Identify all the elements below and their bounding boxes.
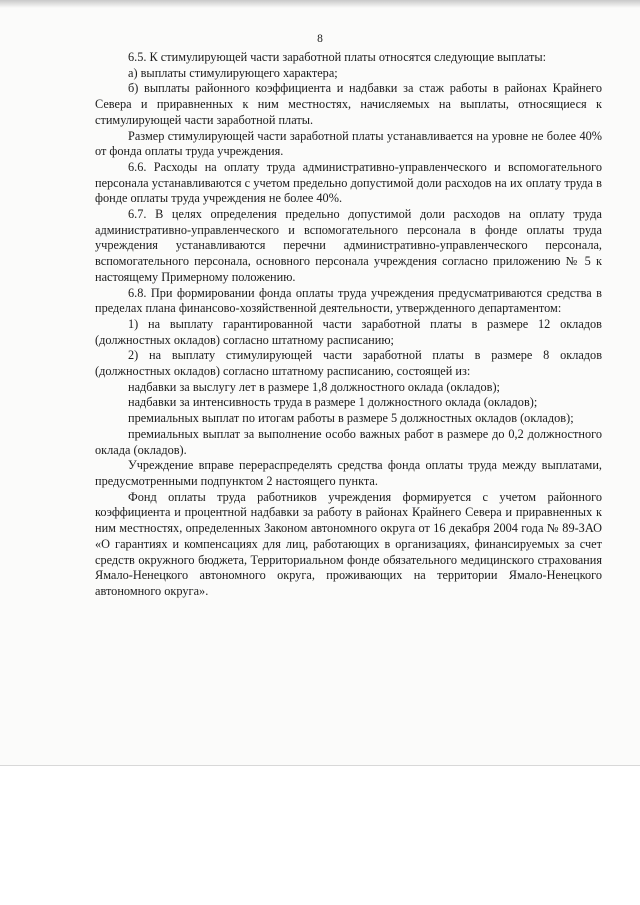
paragraph-6-8: 6.8. При формировании фонда оплаты труда учреждения предусматриваются средства в пределах плана финансово-хозяйственной деятельности, утвержденного департаментом: bbox=[95, 285, 602, 316]
scan-top-edge bbox=[0, 0, 640, 8]
document-body bbox=[95, 50, 602, 600]
sub-item-seniority-bonus: надбавки за выслугу лет в размере 1,8 должностного оклада (окладов); bbox=[128, 379, 500, 394]
sub-item-special-work-bonus: премиальных выплат за выполнение особо важных работ в размере до 0,2 должностного оклада (окладов). bbox=[95, 426, 602, 457]
paragraph-incentive-size: Размер стимулирующей части заработной платы устанавливается на уровне не более 40% от фонда оплаты труда учреждения. bbox=[95, 128, 602, 159]
list-item-2: 2) на выплату стимулирующей части заработной платы в размере 8 окладов (должностных окладов) согласно штатному расписанию, состоящей из: bbox=[95, 348, 602, 379]
paragraph-redistribution: Учреждение вправе перераспределять средства фонда оплаты труда между выплатами, предусмотренными подпунктом 2 настоящего пункта. bbox=[95, 458, 602, 488]
paragraph-6-6: 6.6. Расходы на оплату труда административно-управленческого и вспомогательного персонала устанавливаются с учетом предельно допустимой доли расходов на их оплату труда в фонде оплаты труда учреждения не более 40%. bbox=[95, 159, 602, 206]
paragraph-6-5: 6.5. К стимулирующей части заработной платы относятся следующие выплаты: bbox=[128, 50, 547, 64]
sub-item-performance-bonus: премиальных выплат по итогам работы в размере 5 должностных окладов (окладов); bbox=[128, 411, 574, 426]
list-item-b: б) выплаты районного коэффициента и надбавки за стаж работы в районах Крайнего Севера и приравненных к ним местностях, начисляемых на выплаты, относящиеся к стимулирующей части заработной платы. bbox=[95, 81, 602, 127]
page-number: 8 bbox=[317, 33, 323, 45]
list-item-1: 1) на выплату гарантированной части заработной платы в размере 12 окладов (должностных окладов) согласно штатному расписанию; bbox=[95, 316, 602, 347]
paragraph-payroll-fund: Фонд оплаты труда работников учреждения формируется с учетом районного коэффициента и процентной надбавки за работу в районах Крайнего Севера и приравненных к ним местностях, определенных Законом автономного округа от 16 декабря 2004 года № 89-ЗАО «О гарантиях и компенсациях для лиц, работающих в организациях, финансируемых за счет средств окружного бюджета, Территориальном фонде обязательного медицинского страхования Ямало-Ненецкого автономного округа, проживающих на территории Ямало-Ненецкого автономного округа». bbox=[95, 489, 602, 598]
sub-item-intensity-bonus: надбавки за интенсивность труда в размере 1 должностного оклада (окладов); bbox=[128, 395, 538, 410]
paragraph-6-7: 6.7. В целях определения предельно допустимой доли расходов на оплату труда административно-управленческого и вспомогательного персонала в фонде оплаты труда учреждения устанавливаются перечни административно-управленческого персонала, вспомогательного персонала, основного персонала учреждения согласно приложению № 5 к настоящему Примерному положению. bbox=[95, 207, 602, 284]
list-item-a: а) выплаты стимулирующего характера; bbox=[128, 65, 338, 80]
